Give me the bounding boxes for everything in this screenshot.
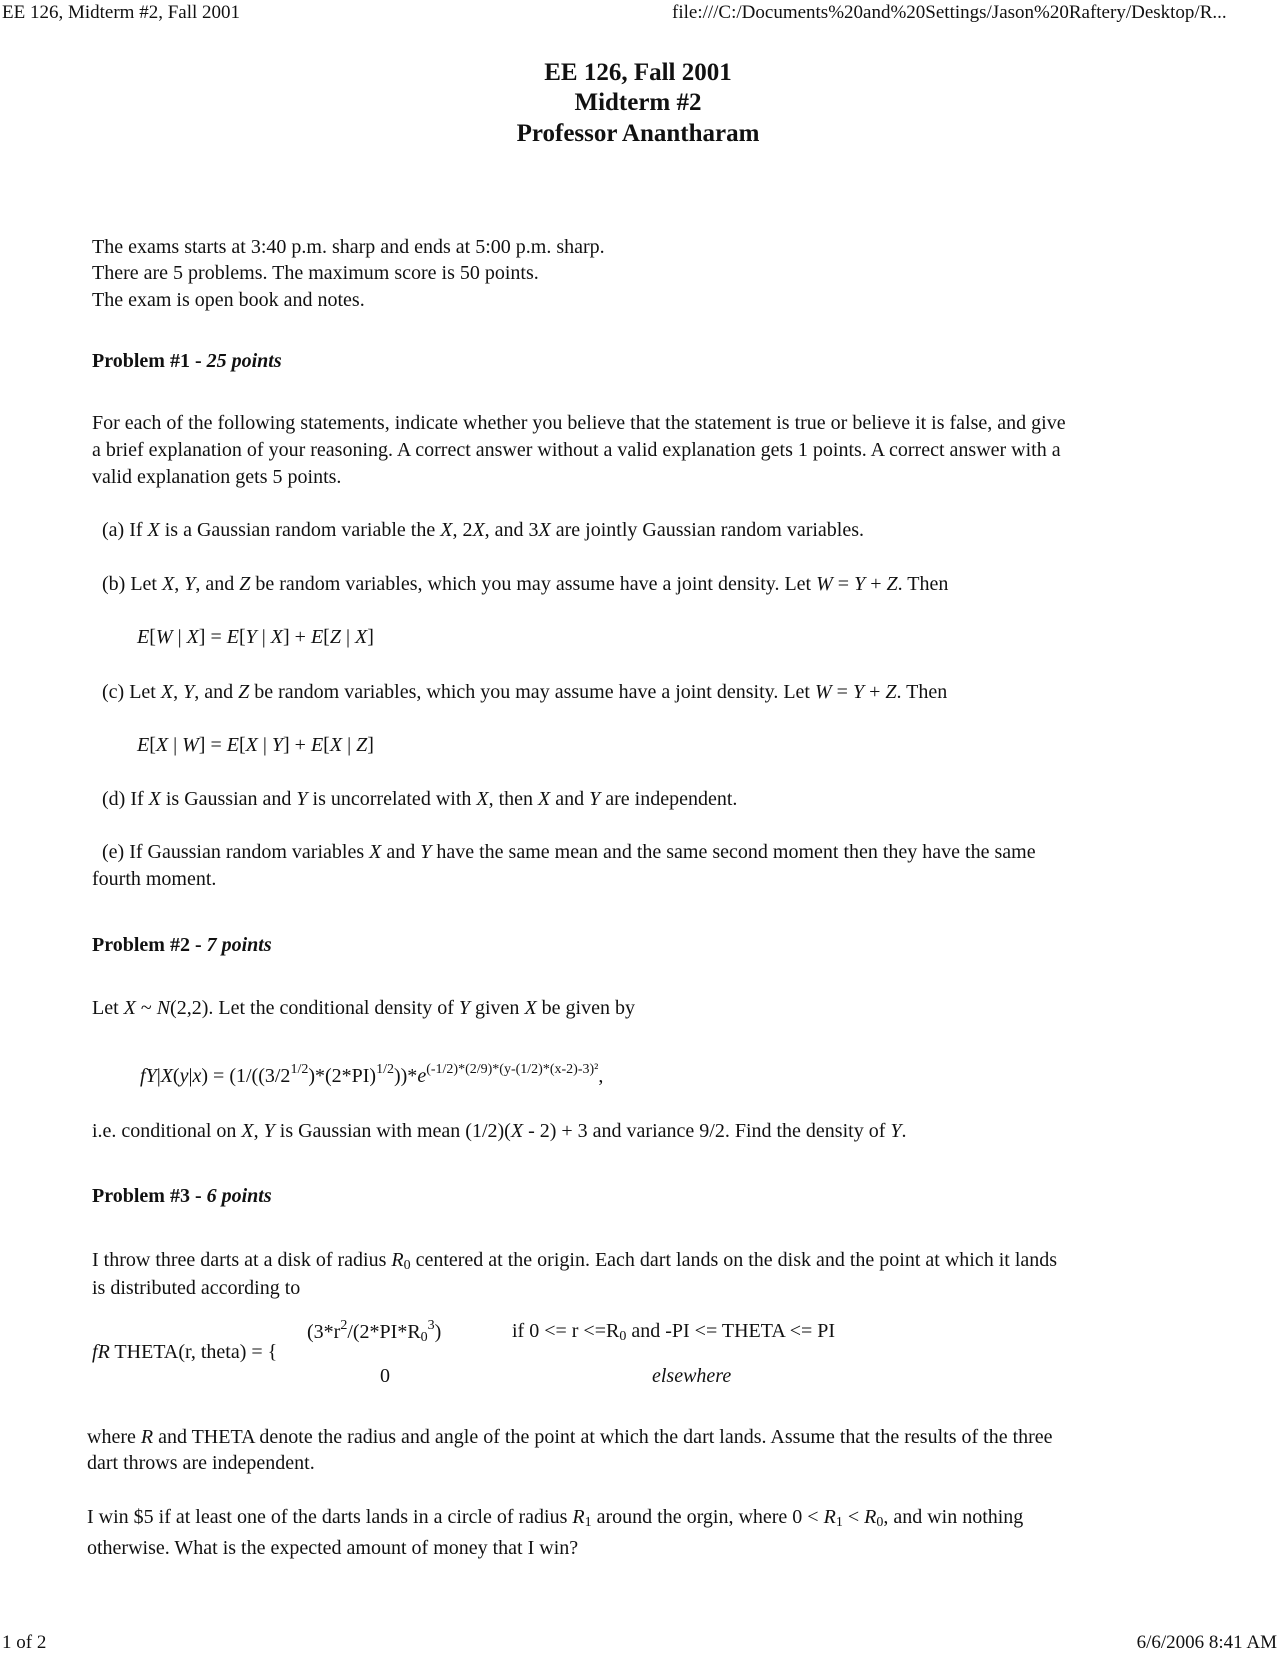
density-lhs: fR THETA(r, theta) = { [92,1341,278,1363]
statement-a: (a) If X is a Gaussian random variable the X, 2X, and 3X are jointly Gaussian random variables. [102,519,865,541]
problem-3-text: where R and THETA denote the radius and angle of the point at which the dart lands. Assume that the results of the three [87,1426,1053,1448]
exam-title-professor: Professor Anantharam [516,120,760,147]
problem-3-text: dart throws are independent. [87,1452,315,1474]
problem-3-text: otherwise. What is the expected amount of money that I win? [87,1537,579,1559]
intro-line: There are 5 problems. The maximum score is 50 points. [92,262,539,284]
exam-title-course: EE 126, Fall 2001 [544,59,732,86]
statement-d: (d) If X is Gaussian and Y is uncorrelated with X, then X and Y are independent. [102,788,738,810]
header-page-title: EE 126, Midterm #2, Fall 2001 [2,2,241,23]
statement-b: (b) Let X, Y, and Z be random variables, which you may assume have a joint density. Let W = Y + Z. Then [102,573,949,595]
density-condition-1: if $0 <= r <=R_0$ and -PI <= THETA <= PI [512,1320,836,1344]
problem-3-text: is distributed according to [92,1277,301,1299]
density-case-1: ($3*r^2/(2*PI*R_0^3)$ [307,1318,442,1345]
problem-1-text: valid explanation gets 5 points. [92,466,342,488]
intro-line: The exams starts at 3:40 p.m. sharp and ends at 5:00 p.m. sharp. [92,236,605,258]
footer-timestamp: 6/6/2006 8:41 AM [1136,1632,1277,1653]
problem-2-text: Let X ~ N(2,2). Let the conditional density of Y given X be given by [92,997,635,1019]
statement-e: fourth moment. [92,868,217,890]
problem-2-heading: Problem #2 - 7 points [92,934,272,956]
intro-line: The exam is open book and notes. [92,289,365,311]
problem-1-text: a brief explanation of your reasoning. A correct answer without a valid explanation gets 1 points. A correct answer with a [92,439,1061,461]
statement-c: (c) Let X, Y, and Z be random variables, which you may assume have a joint density. Let W = Y + Z. Then [102,681,948,703]
problem-1-text: For each of the following statements, indicate whether you believe that the statement is true or believe it is false, and give [92,412,1066,434]
statement-e: (e) If Gaussian random variables X and Y have the same mean and the same second moment then they have the same [102,841,1036,863]
header-url: file:///C:/Documents%20and%20Settings/Jason%20Raftery/Desktop/R... [672,2,1227,23]
density-case-2: 0 [380,1365,390,1387]
statement-c-equation: E[X | W] = E[X | Y] + E[X | Z] [137,734,374,756]
problem-2-note: i.e. conditional on X, Y is Gaussian with mean (1/2)(X - 2) + 3 and variance 9/2. Find the density of Y. [92,1120,907,1142]
problem-3-heading: Problem #3 - 6 points [92,1185,272,1207]
problem-1-heading: Problem #1 - 25 points [92,350,282,372]
problem-3-text: I throw three darts at a disk of radius $R_0$ centered at the origin. Each dart lands on the disk and the point at which it lands [92,1249,1058,1273]
footer-page-count: 1 of 2 [2,1632,47,1653]
density-condition-2: elsewhere [652,1365,732,1387]
problem-3-text: I win $5 if at least one of the darts lands in a circle of radius $R_1$ around the orgin, where $0 < R_1 < R_0$, and win nothing [87,1506,1024,1530]
exam-title-midterm: Midterm #2 [574,89,702,116]
problem-2-formula: $fY|X(y|x) = (1/((3/2^{1/2})*(2*PI)^{1/2}))*e^{(-1/2)*(2/9)*(y-(1/2)*(x-2)-3)^2}$, [140,1062,604,1087]
statement-b-equation: E[W | X] = E[Y | X] + E[Z | X] [137,626,374,648]
